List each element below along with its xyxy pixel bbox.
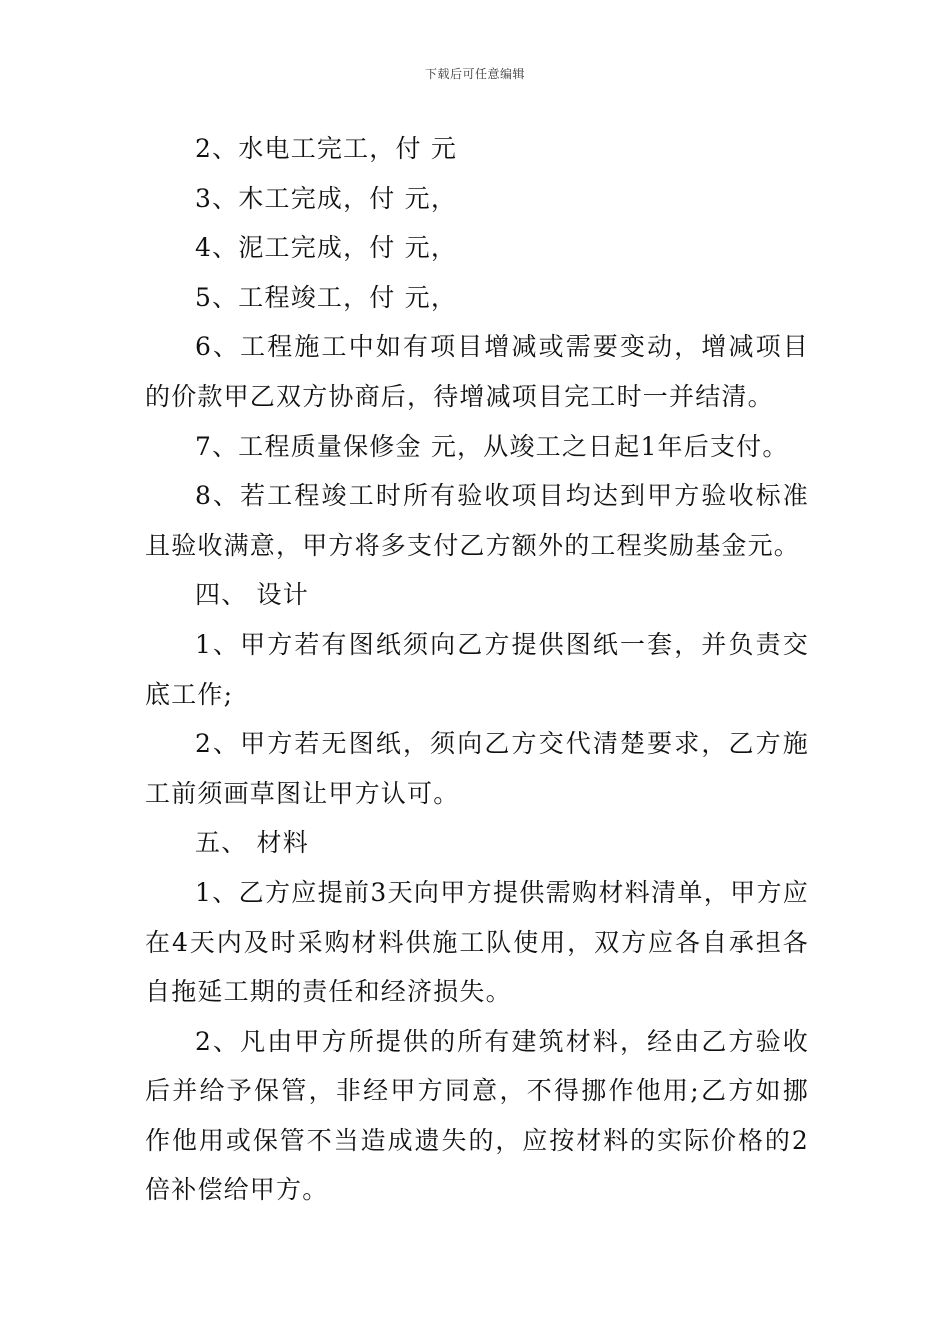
payment-item-5: 5、工程竣工，付 元， [195, 282, 458, 312]
design-item-2: 2、甲方若无图纸，须向乙方交代清楚要求，乙方施工前须画草图让甲方认可。 [145, 729, 809, 808]
payment-item-8: 8、若工程竣工时所有验收项目均达到甲方验收标准且验收满意，甲方将多支付乙方额外的工程奖励基金元。 [145, 481, 809, 560]
payment-item-7: 7、工程质量保修金 元，从竣工之日起1年后支付。 [195, 431, 789, 461]
section-heading-materials: 五、 材料 [195, 828, 309, 858]
document-body [145, 124, 809, 1215]
payment-item-6: 6、工程施工中如有项目增减或需要变动，增减项目的价款甲乙双方协商后，待增减项目完工时一并结清。 [145, 332, 809, 411]
materials-item-1: 1、乙方应提前3天向甲方提供需购材料清单，甲方应在4天内及时采购材料供施工队使用，双方应各自承担各自拖延工期的责任和经济损失。 [145, 877, 809, 1007]
materials-item-2: 2、凡由甲方所提供的所有建筑材料，经由乙方验收后并给予保管，非经甲方同意，不得挪作他用;乙方如挪作他用或保管不当造成遗失的，应按材料的实际价格的2倍补偿给甲方。 [145, 1026, 809, 1205]
design-item-1: 1、甲方若有图纸须向乙方提供图纸一套，并负责交底工作; [145, 629, 809, 709]
payment-item-2: 2、水电工完工，付 元 [195, 134, 458, 163]
payment-item-4: 4、泥工完成，付 元， [195, 233, 458, 263]
payment-item-3: 3、木工完成，付 元， [195, 183, 458, 213]
section-heading-design: 四、 设计 [195, 580, 309, 610]
header-note: 下载后可任意编辑 [424, 67, 525, 81]
